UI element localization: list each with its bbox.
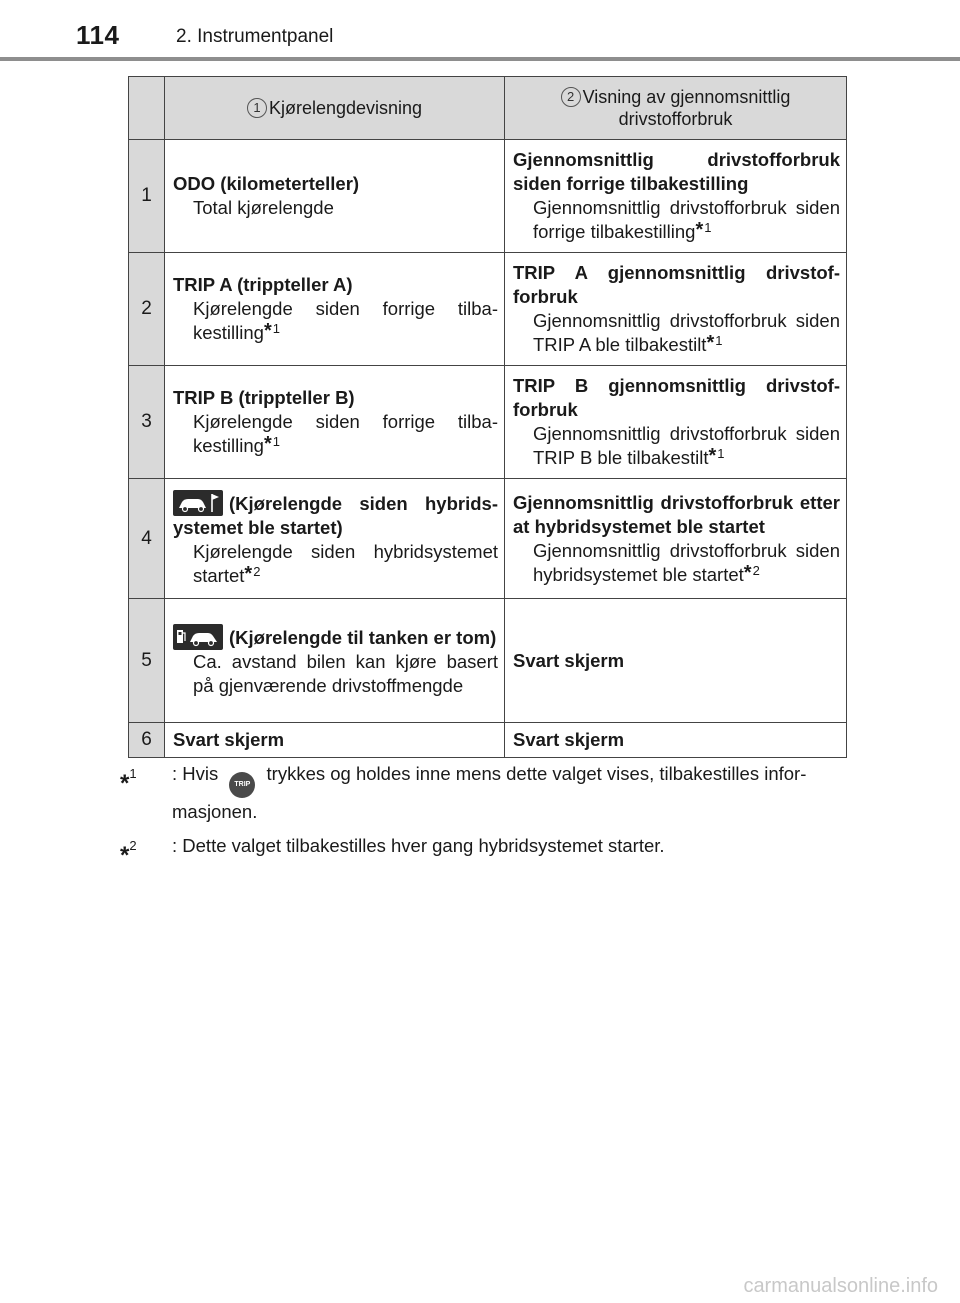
watermark: carmanualsonline.info (743, 1275, 938, 1297)
item-title: TRIP B (trippteller B) (173, 387, 355, 408)
footnote-ref: 1 (715, 333, 723, 348)
item-description: Gjennomsnittlig drivstofforbruk siden forrige tilbakestilling$^{*1}$ (533, 197, 840, 242)
table-header-row (129, 77, 847, 140)
table-row (129, 723, 847, 758)
fuel-pump-car-icon (173, 624, 223, 650)
table-row (129, 140, 847, 253)
header-rule (0, 57, 960, 61)
page-header (0, 0, 960, 62)
item-title: Svart skjerm (513, 649, 625, 671)
footnote-ref: 1 (704, 220, 712, 235)
item-title: (Kjørelengde til tanken er tom) (173, 624, 498, 650)
item-title: Gjennomsnittlig drivstofforbruk siden forrige tilbakestilling (513, 149, 840, 194)
item-description: Ca. avstand bilen kan kjøre basert på gjenværende drivstoffmengde (193, 650, 498, 696)
table-corner-cell (129, 77, 165, 140)
row-number: 6 (129, 723, 165, 758)
footnote-ref: 1 (717, 446, 725, 461)
item-title: TRIP A (trippteller A) (173, 274, 353, 295)
row-number: 5 (129, 599, 165, 723)
fuel-cell (505, 366, 847, 479)
footnote-ref: 1 (272, 321, 280, 336)
page-number: 114 (76, 20, 120, 50)
item-description: Gjennomsnittlig drivstofforbruk siden hybridsystemet ble startet$^{*2}$ (533, 539, 840, 585)
distance-cell (165, 366, 505, 479)
item-title: Svart skjerm (513, 729, 625, 750)
car-flag-icon (173, 490, 223, 516)
fuel-cell (505, 479, 847, 599)
item-title: Gjennomsnittlig drivstofforbruk etter at hybridsystemet ble startet (513, 491, 840, 537)
row-number: 2 (129, 253, 165, 366)
footnote (120, 832, 860, 870)
footnote-ref: 2 (752, 562, 760, 578)
table-row (129, 253, 847, 366)
footnote-marker: *$^1$ (120, 766, 137, 798)
table-row (129, 366, 847, 479)
item-title: Svart skjerm (173, 729, 285, 750)
row-number: 3 (129, 366, 165, 479)
footnote (120, 760, 860, 826)
footnote-text: trykkes og holdes inne mens dette valget vises, tilbakestilles infor-masjonen. (172, 763, 807, 822)
footnotes (120, 760, 860, 870)
footnote-marker: *$^2$ (120, 838, 137, 870)
column-number-badge: 2 (561, 87, 581, 107)
fuel-cell (505, 140, 847, 253)
column-header-distance (165, 77, 505, 140)
item-title: ODO (kilometerteller) (173, 173, 360, 194)
column-title: Kjørelengdevisning (268, 98, 423, 118)
item-title: (Kjørelengde siden hybrids-ystemet ble startet) (173, 490, 498, 540)
footnote-text: : Hvis (172, 763, 219, 784)
section-title: 2. Instrumentpanel (176, 26, 334, 47)
footnote-ref: 2 (253, 563, 261, 579)
row-number: 1 (129, 140, 165, 253)
item-title: TRIP A gjennomsnittlig drivstof-forbruk (513, 262, 840, 307)
footnote-text: : Dette valget tilbakestilles hver gang hybridsystemet starter. (172, 835, 665, 856)
item-description: Kjørelengde siden forrige tilba-kestilling$^{*1}$ (193, 298, 498, 343)
row-number: 4 (129, 479, 165, 599)
table-row (129, 599, 847, 723)
column-number-badge: 1 (247, 98, 267, 118)
distance-cell (165, 479, 505, 599)
distance-cell (165, 140, 505, 253)
fuel-cell (505, 599, 847, 723)
item-description: Gjennomsnittlig drivstofforbruk siden TRIP A ble tilbakestilt$^{*1}$ (533, 310, 840, 355)
item-title: TRIP B gjennomsnittlig drivstof-forbruk (513, 375, 840, 420)
column-title: Visning av gjennomsnittlig drivstofforbruk (582, 87, 791, 129)
table-row (129, 479, 847, 599)
item-description: Kjørelengde siden hybridsystemet startet$^{*2}$ (193, 540, 498, 586)
distance-cell (165, 723, 505, 758)
distance-cell (165, 253, 505, 366)
column-header-fuel (505, 77, 847, 140)
fuel-cell (505, 723, 847, 758)
footnote-ref: 1 (272, 434, 280, 449)
display-table (128, 76, 847, 758)
item-description: Kjørelengde siden forrige tilba-kestilling$^{*1}$ (193, 411, 498, 456)
trip-button-icon: TRIP (229, 772, 255, 798)
item-description: Gjennomsnittlig drivstofforbruk siden TRIP B ble tilbakestilt$^{*1}$ (533, 423, 840, 468)
distance-cell (165, 599, 505, 723)
fuel-cell (505, 253, 847, 366)
item-description: Total kjørelengde (193, 197, 334, 218)
